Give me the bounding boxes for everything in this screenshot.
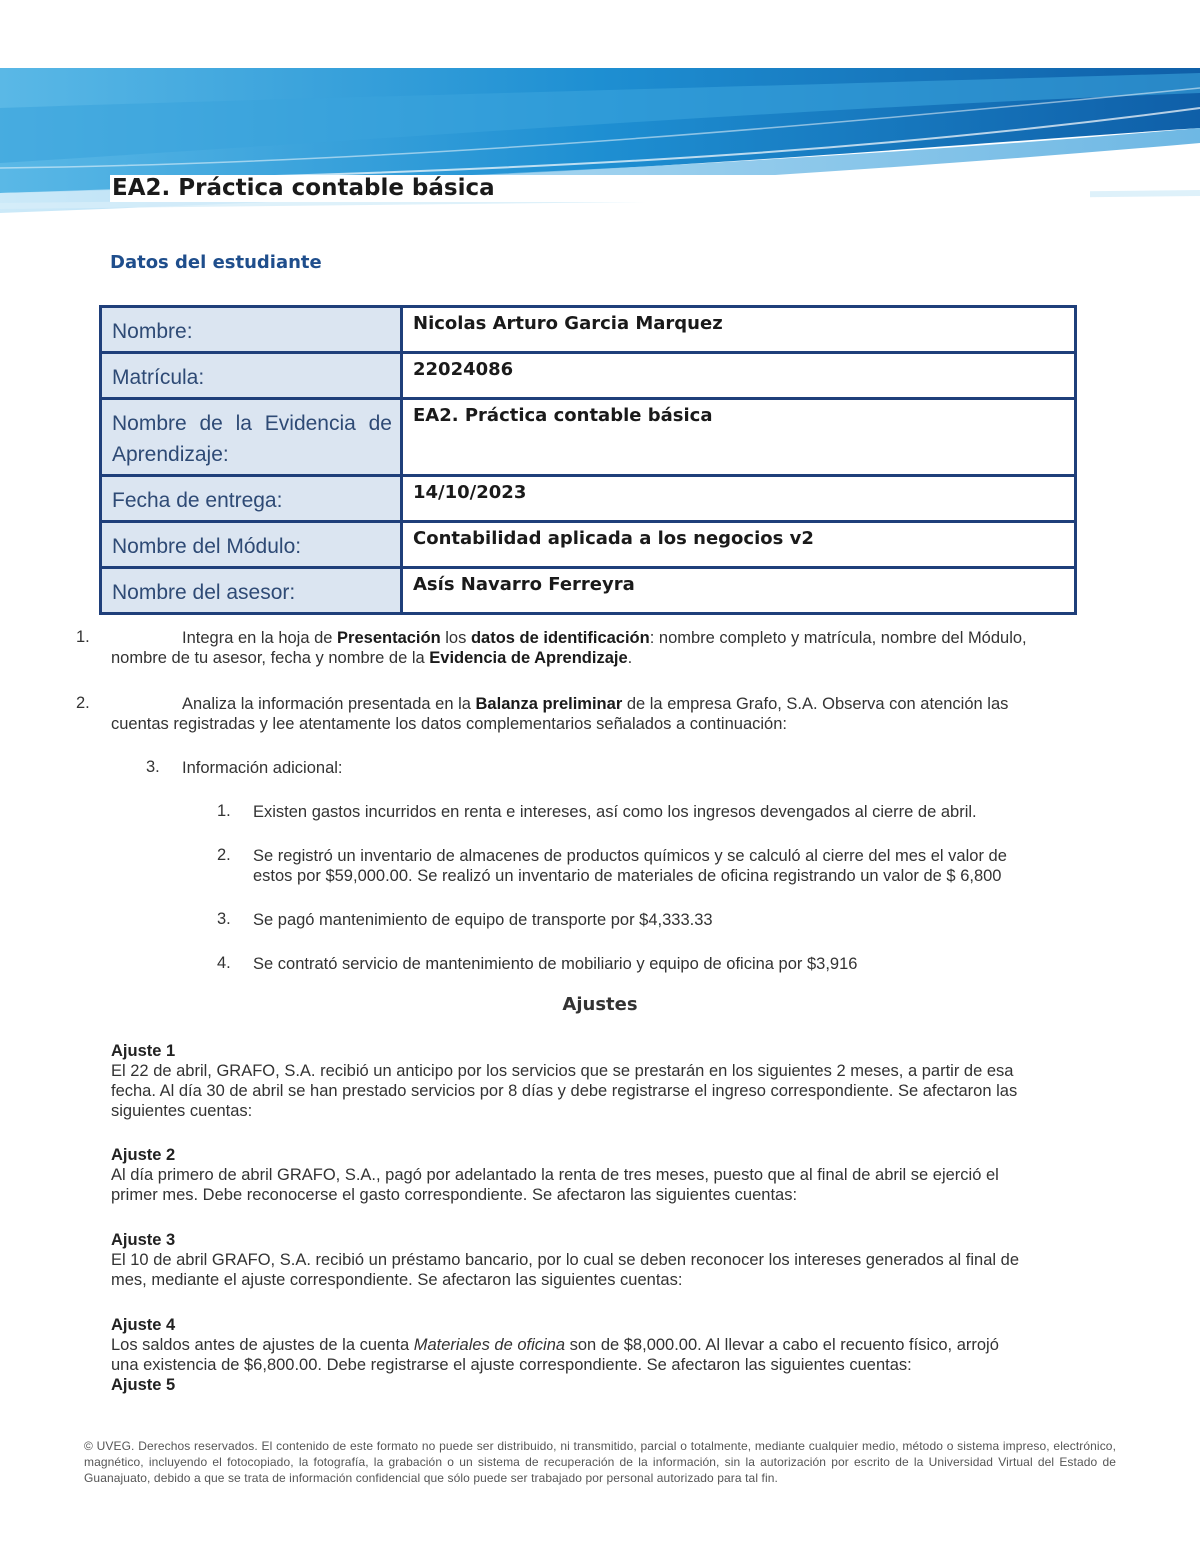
instruction-3: Información adicional:	[182, 759, 343, 777]
list-number: 3.	[217, 910, 231, 928]
sub-item-3: Se pagó mantenimiento de equipo de transporte por $4,333.33	[253, 911, 713, 929]
document-title-bar	[110, 175, 1090, 202]
list-number: 2.	[217, 846, 231, 864]
copyright-footer: © UVEG. Derechos reservados. El contenido de este formato no puede ser distribuido, ni transmitido, parcial o totalmente, mediante cualquier medio, método o sistema impreso, electrónico, magnético, incluyendo el fotocopiado, la fotografía, la grabación o un sistema de recuperación de la información, sin la autorización por escrito de la Universidad Virtual del Estado de Guanajuato, debido a que se trata de información confidencial que sólo puede ser trabajado por personal autorizado para tal fin.	[84, 1439, 1116, 1485]
row-value: Asís Navarro Ferreyra	[402, 568, 1076, 614]
instruction-1: Integra en la hoja de Presentación los datos de identificación: nombre completo y matrícula, nombre del Módulo, nombre de tu asesor, fecha y nombre de la Evidencia de Aprendizaje.	[111, 629, 1027, 667]
sub-item-2: Se registró un inventario de almacenes de productos químicos y se calculó al cierre del mes el valor de estos por $59,000.00. Se realizó un inventario de materiales de oficina registrando un valor de $ 6,800	[253, 847, 1007, 885]
ajuste-heading: Ajuste 4	[111, 1316, 176, 1334]
table-row	[101, 307, 1076, 353]
ajuste-1: Ajuste 1 El 22 de abril, GRAFO, S.A. recibió un anticipo por los servicios que se prestarán en los siguientes 2 meses, a partir de esa fecha. Al día 30 de abril se han prestado servicios por 8 días y debe registrarse el ingreso correspondiente. Se afectaron las siguientes cuentas:	[111, 1041, 1101, 1121]
list-number: 3.	[146, 758, 160, 776]
row-value: 14/10/2023	[402, 476, 1076, 522]
sub-item-1: Existen gastos incurridos en renta e intereses, así como los ingresos devengados al cierre de abril.	[253, 803, 977, 821]
list-number: 1.	[76, 628, 90, 646]
row-label: Nombre del Módulo:	[101, 522, 402, 568]
ajuste-heading: Ajuste 3	[111, 1231, 176, 1249]
table-row	[101, 568, 1076, 614]
row-value: Nicolas Arturo Garcia Marquez	[402, 307, 1076, 353]
list-number: 1.	[217, 802, 231, 820]
row-label: Nombre del asesor:	[101, 568, 402, 614]
ajustes-title: Ajustes	[562, 994, 638, 1015]
document-title: EA2. Práctica contable básica	[112, 175, 495, 201]
table-row	[101, 353, 1076, 399]
ajuste-heading: Ajuste 2	[111, 1146, 176, 1164]
row-label: Fecha de entrega:	[101, 476, 402, 522]
table-row	[101, 522, 1076, 568]
row-value: EA2. Práctica contable básica	[402, 399, 1076, 476]
row-label: Nombre de la Evidencia de Aprendizaje:	[101, 399, 402, 476]
table-row	[101, 476, 1076, 522]
ajuste-2: Ajuste 2 Al día primero de abril GRAFO, S.A., pagó por adelantado la renta de tres meses, puesto que al final de abril se ejerció el primer mes. Debe reconocerse el gasto correspondiente. Se afectaron las siguientes cuentas:	[111, 1145, 1101, 1205]
list-number: 4.	[217, 954, 231, 972]
row-label: Matrícula:	[101, 353, 402, 399]
ajuste-heading: Ajuste 5	[111, 1376, 176, 1394]
ajuste-heading: Ajuste 1	[111, 1042, 176, 1060]
instruction-2: Analiza la información presentada en la Balanza preliminar de la empresa Grafo, S.A. Observa con atención las cuentas registradas y lee atentamente los datos complementarios señalados a continuación:	[111, 695, 1009, 733]
sub-item-4: Se contrató servicio de mantenimiento de mobiliario y equipo de oficina por $3,916	[253, 955, 858, 973]
student-info-table	[99, 305, 1077, 615]
table-row	[101, 399, 1076, 476]
row-value: 22024086	[402, 353, 1076, 399]
list-number: 2.	[76, 694, 90, 712]
student-data-heading: Datos del estudiante	[110, 252, 322, 273]
ajuste-3: Ajuste 3 El 10 de abril GRAFO, S.A. recibió un préstamo bancario, por lo cual se deben reconocer los intereses generados al final de mes, mediante el ajuste correspondiente. Se afectaron las siguientes cuentas:	[111, 1230, 1101, 1290]
row-value: Contabilidad aplicada a los negocios v2	[402, 522, 1076, 568]
row-label: Nombre:	[101, 307, 402, 353]
ajuste-4: Ajuste 4 Los saldos antes de ajustes de la cuenta Materiales de oficina son de $8,000.00. Al llevar a cabo el recuento físico, arrojó una existencia de $6,800.00. Debe registrarse el ajuste correspondiente. Se afectaron las siguientes cuentas: Ajuste 5	[111, 1315, 1101, 1395]
